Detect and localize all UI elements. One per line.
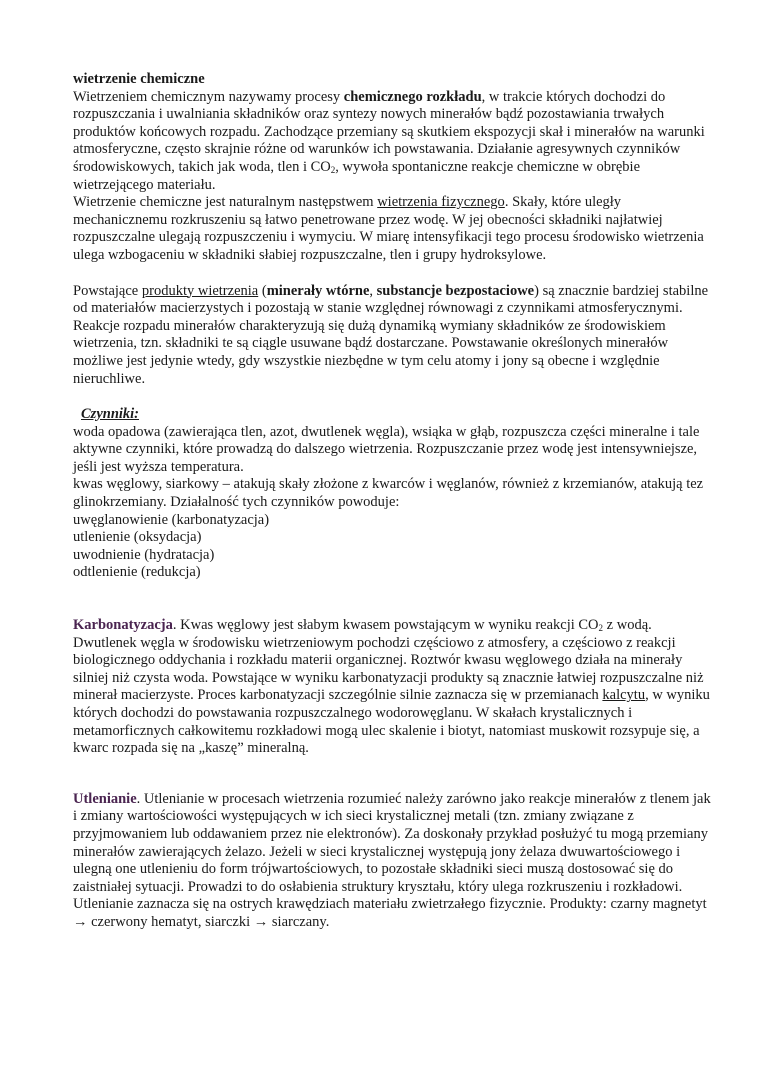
text-run: , w wyniku których dochodzi do powstawania rozpuszczalnego wodorowęglanu. W skałach krystalicznych i metamorficznych całkowitemu rozkładowi mogą ulec skalenie i biotyt, natomiast muskowit rozsypuje się, a kwarc rozpada się na „kaszę” mineralną. bbox=[73, 687, 710, 757]
term-karbonatyzacja: Karbonatyzacja bbox=[73, 617, 173, 634]
czynniki-paragraph-2: kwas węglowy, siarkowy – atakują skały złożone z kwarców i węglanów, również z krzemianów, atakują tez glinokrzemiany. Działalność tych czynników powoduje: bbox=[73, 476, 704, 511]
subscript: 2 bbox=[330, 164, 336, 175]
text-run: z wodą. Dwutlenek węgla w środowisku wietrzeniowym pochodzi częściowo z atmosfery, a częściowo z reakcji biologicznego oddychania i rozkładu materii organicznej. Roztwór kwasu węglowego działa na minerały silniej niż czysta woda. Powstające w wyniku karbonatyzacji produkty są znacznie łatwiej rozpuszczalne niż minerał macierzyste. Proces karbonatyzacji szczególnie silnie zaznacza się w przemianach bbox=[73, 617, 704, 704]
text-run: Wietrzeniem chemicznym nazywamy procesy bbox=[73, 88, 344, 105]
utlenianie-paragraph bbox=[73, 791, 713, 932]
list-item: utlenienie (oksydacja) bbox=[73, 529, 202, 546]
document-heading: wietrzenie chemiczne bbox=[73, 71, 205, 87]
text-run: ) są znacznie bardziej stabilne od materiałów macierzystych i pozostają w stanie względnej równowagi z czynnikami atmosferycznymi. bbox=[73, 282, 709, 317]
karbonatyzacja-paragraph bbox=[73, 617, 713, 758]
text-run: Powstające bbox=[73, 282, 142, 299]
bold-term: substancje bezpostaciowe bbox=[376, 282, 535, 299]
czynniki-paragraph-1: woda opadowa (zawierająca tlen, azot, dwutlenek węgla), wsiąka w głąb, rozpuszcza części mineralne i tale aktywne czynniki, które prowadzą do dalszego wietrzenia. Rozpuszczanie przez wodę jest intensywniejsze, jeśli jest wyższa temperatura. bbox=[73, 423, 700, 475]
text-run: Wietrzenie chemiczne jest naturalnym następstwem bbox=[73, 194, 378, 211]
list-item: uwęglanowienie (karbonatyzacja) bbox=[73, 511, 270, 528]
link-wietrzenie-fizyczne[interactable]: wietrzenia fizycznego bbox=[377, 194, 505, 211]
physical-weathering-paragraph bbox=[73, 194, 713, 264]
term-utlenianie: Utlenianie bbox=[73, 790, 137, 807]
text-run: , w trakcie których dochodzi do rozpuszczania i uwalniania składników oraz syntezy nowych minerałów bądź pozostawiania trwałych produktów końcowych rozpadu. Zachodzące przemiany są skutkiem ekspozycji skał i minerałów na warunki atmosferyczne, często skrajnie różne od warunków ich powstawania. Działanie agresywnych czynników środowiskowych, takich jak woda, tlen i CO bbox=[73, 88, 705, 175]
intro-paragraph bbox=[73, 89, 713, 195]
document-page bbox=[73, 71, 713, 932]
subscript: 2 bbox=[598, 623, 604, 634]
link-kalcytu[interactable]: kalcytu bbox=[602, 687, 646, 704]
text-run: . Utlenianie w procesach wietrzenia rozumieć należy zarówno jako reakcje minerałów z tlenem jak i zmiany wartościowości występujących w ich sieci krystalicznej metali (tzn. zmiany związane z przyjmowaniem lub oddawaniem przez nie elektronów). Za doskonały przykład posłużyć tu mogą przemiany minerałów zawierających żelazo. Jeżeli w sieci krystalicznej występują jony żelaza dwuwartościowego i ulegną one utlenieniu do form trójwartościowych, to pozostałe składniki sieci muszą dostosować się do zaistniałej sytuacji. Prowadzi to do osłabienia struktury kryształu, który ulega rozkruszeniu i rozkładowi. Utlenianie zaznacza się na ostrych krawędziach materiału zwietrzałego fizycznie. Produkty: czarny magnetyt → czerwony hematyt, siarczki → siarczany. bbox=[73, 790, 711, 930]
czynniki-label: Czynniki: bbox=[81, 406, 140, 423]
text-run: , wywoła spontaniczne reakcje chemiczne w obrębie wietrzejącego materiału. bbox=[73, 158, 641, 193]
bold-term: minerały wtórne bbox=[266, 282, 370, 299]
text-run: . Kwas węglowy jest słabym kwasem powstającym w wyniku reakcji CO bbox=[172, 617, 599, 634]
list-item: odtlenienie (redukcja) bbox=[73, 564, 201, 581]
text-run: , bbox=[369, 282, 377, 299]
czynniki-heading bbox=[73, 406, 713, 424]
text-run: . Skały, które uległy mechanicznemu rozkruszeniu są łatwo penetrowane przez wodę. W jej obecności składniki najłatwiej rozpuszczalne ulegają rozpuszczeniu i wymyciu. W miarę intensyfikacji tego procesu środowisko wietrzenia ulega wzbogaceniu w składniki słabiej rozpuszczalne, tlen i grupy hydroksylowe. bbox=[73, 194, 704, 263]
bold-term: chemicznego rozkładu bbox=[343, 88, 482, 105]
list-item: uwodnienie (hydratacja) bbox=[73, 546, 215, 563]
products-paragraph bbox=[73, 283, 713, 318]
reactions-paragraph: Reakcje rozpadu minerałów charakteryzują się dużą dynamiką wymiany składników ze środowiskiem wietrzenia, tzn. składniki te są ciągle usuwane bądź dostarczane. Powstawanie określonych minerałów możliwe jest jedynie wtedy, gdy wszystkie niezbędne w tym celu atomy i jony są obecne i względnie nieruchliwe. bbox=[73, 317, 669, 387]
link-produkty-wietrzenia[interactable]: produkty wietrzenia bbox=[141, 282, 259, 299]
text-run: ( bbox=[258, 282, 267, 299]
